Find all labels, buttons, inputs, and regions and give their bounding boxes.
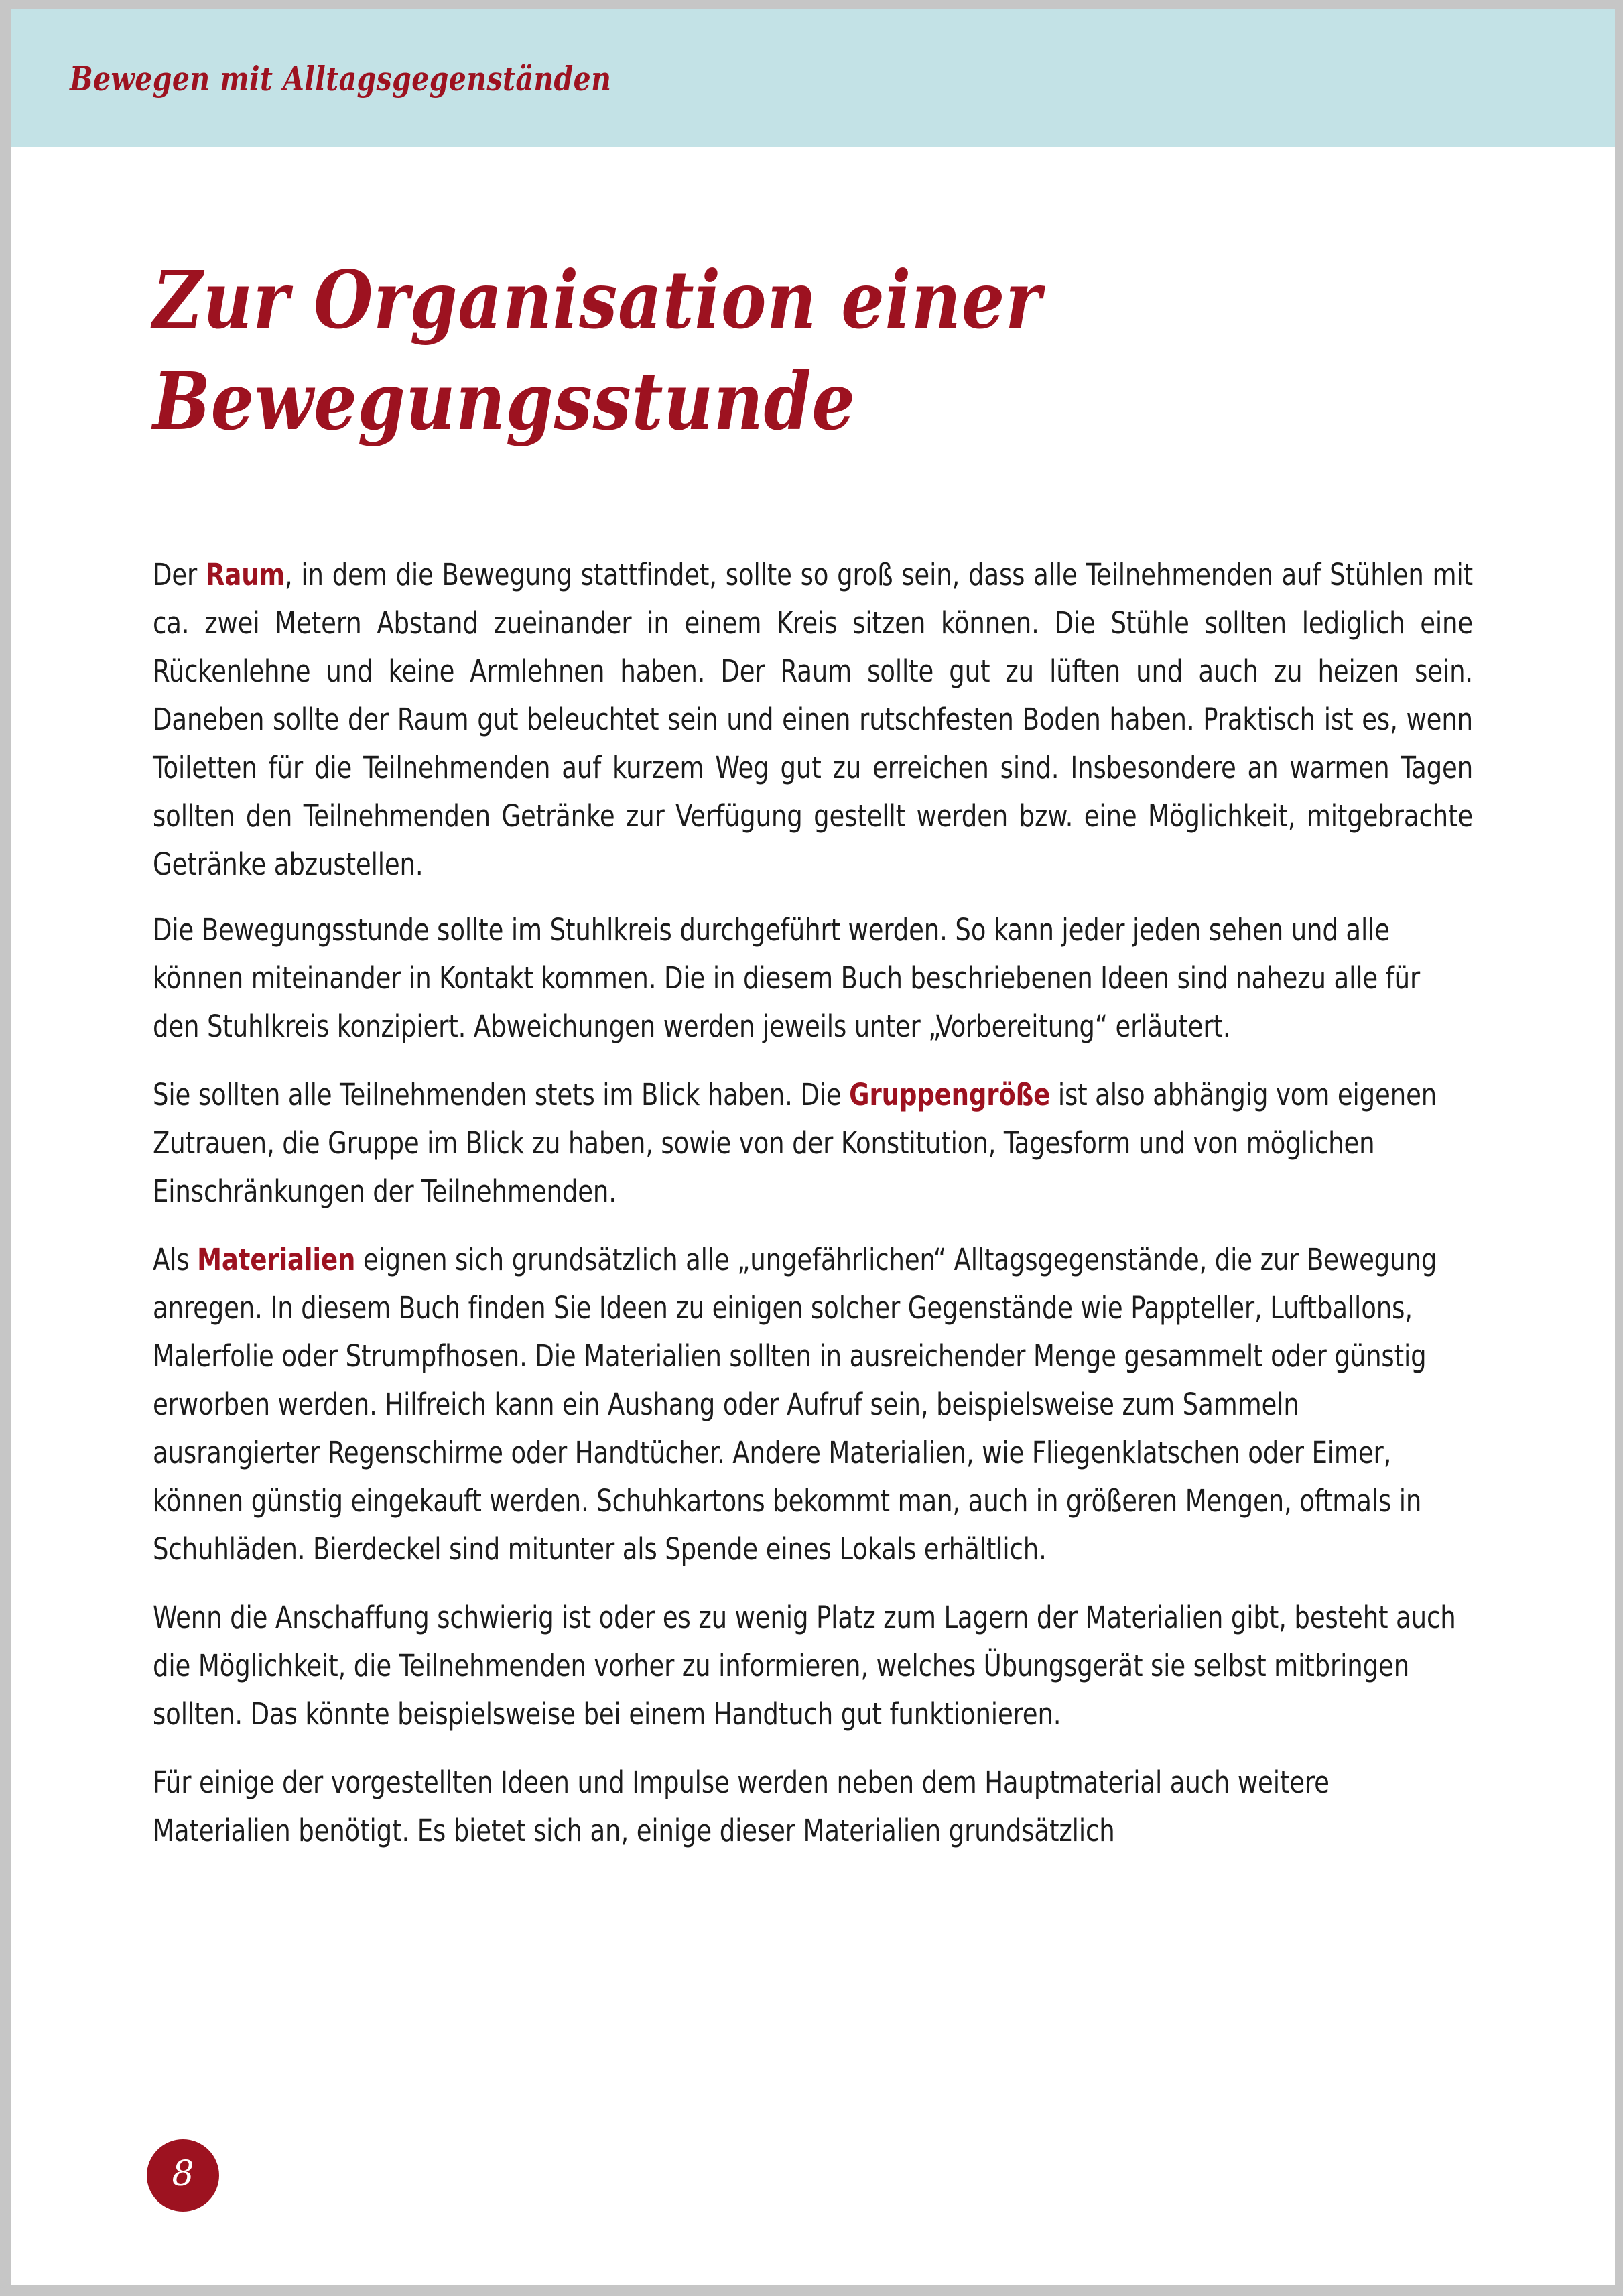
paragraph-room [153, 551, 1473, 889]
page-content [153, 147, 1473, 1875]
paragraph-additional-materials: Für einige der vorgestellten Ideen und Impulse werden neben dem Hauptmaterial auch weitere Materialien benötigt. Es bietet sich an, einige dieser Materialien grundsätzlich [153, 1765, 1329, 1849]
page-title [153, 249, 1470, 452]
paragraph-room-rest: , in dem die Bewegung stattfindet, sollte so groß sein, dass alle Teilnehmenden auf Stühlen mit ca. zwei Metern Abstand zueinander in einem Kreis sitzen können. Die Stühle sollten lediglich eine Rückenlehne und keine Armlehnen haben. Der Raum sollte gut zu lüften und auch zu heizen sein. Daneben sollte der Raum gut beleuchtet sein und einen rutschfesten Boden haben. Praktisch ist es, wenn Toiletten für die Teilnehmenden auf kurzem Weg gut zu erreichen sind. Insbesondere an warmen Tagen sollten den Teilnehmenden Getränke zur Verfügung gestellt werden bzw. eine Möglichkeit, mitgebrachte Getränke abzustellen. [153, 557, 1474, 883]
paragraph-group-size-rest: ist also abhängig vom eigenen Zutrauen, die Gruppe im Blick zu haben, sowie von der Konstitution, Tagesform und von möglichen Einschränkungen der Teilnehmenden. [153, 1077, 1437, 1210]
page-title-line-2: Bewegungsstunde [153, 355, 856, 448]
page-number-badge [147, 2139, 219, 2212]
paragraph-procurement: Wenn die Anschaffung schwierig ist oder es zu wenig Platz zum Lagern der Materialien gibt, besteht auch die Möglichkeit, die Teilnehmenden vorher zu informieren, welches Übungsgerät sie selbst mitbringen sollten. Das könnte beispielsweise bei einem Handtuch gut funktionieren. [153, 1600, 1456, 1732]
paragraph-materials-lead: Als [153, 1242, 198, 1278]
paragraph-room-lead: Der [153, 557, 206, 593]
page-title-line-1: Zur Organisation einer [153, 253, 1042, 346]
paragraph-materials [153, 1236, 1473, 1574]
paragraph-stuhlkreis: Die Bewegungsstunde sollte im Stuhlkreis durchgeführt werden. So kann jeder jeden sehen und alle können miteinander in Kontakt kommen. Die in diesem Buch beschriebenen Ideen sind nahezu alle für den Stuhlkreis konzipiert. Abweichungen werden jeweils unter „Vorbereitung“ erläutert. [153, 912, 1421, 1045]
keyword-raum: Raum [205, 557, 285, 593]
running-header-text: Bewegen mit Alltagsgegenständen [70, 58, 612, 99]
page-number: 8 [172, 2154, 194, 2194]
keyword-materialien: Materialien [197, 1242, 356, 1278]
keyword-gruppengroesse: Gruppengröße [849, 1077, 1051, 1113]
paragraph-group-size-lead: Sie sollten alle Teilnehmenden stets im Blick haben. Die [153, 1077, 850, 1113]
running-header-band [11, 9, 1615, 147]
paragraph-materials-rest: eignen sich grundsätzlich alle „ungefährlichen“ Alltagsgegenstände, die zur Bewegung anregen. In diesem Buch finden Sie Ideen zu einigen solcher Gegenstände wie Pappteller, Luftballons, Malerfolie oder Strumpfhosen. Die Materialien sollten in ausreichender Menge gesammelt oder günstig erworben werden. Hilfreich kann ein Aushang oder Aufruf sein, beispielsweise zum Sammeln ausrangierter Regenschirme oder Handtücher. Andere Materialien, wie Fliegenklatschen oder Eimer, können günstig eingekauft werden. Schuhkartons bekommt man, auch in größeren Mengen, oftmals in Schuhläden. Bierdeckel sind mitunter als Spende eines Lokals erhältlich. [153, 1242, 1437, 1568]
paragraph-group-size [153, 1071, 1473, 1216]
